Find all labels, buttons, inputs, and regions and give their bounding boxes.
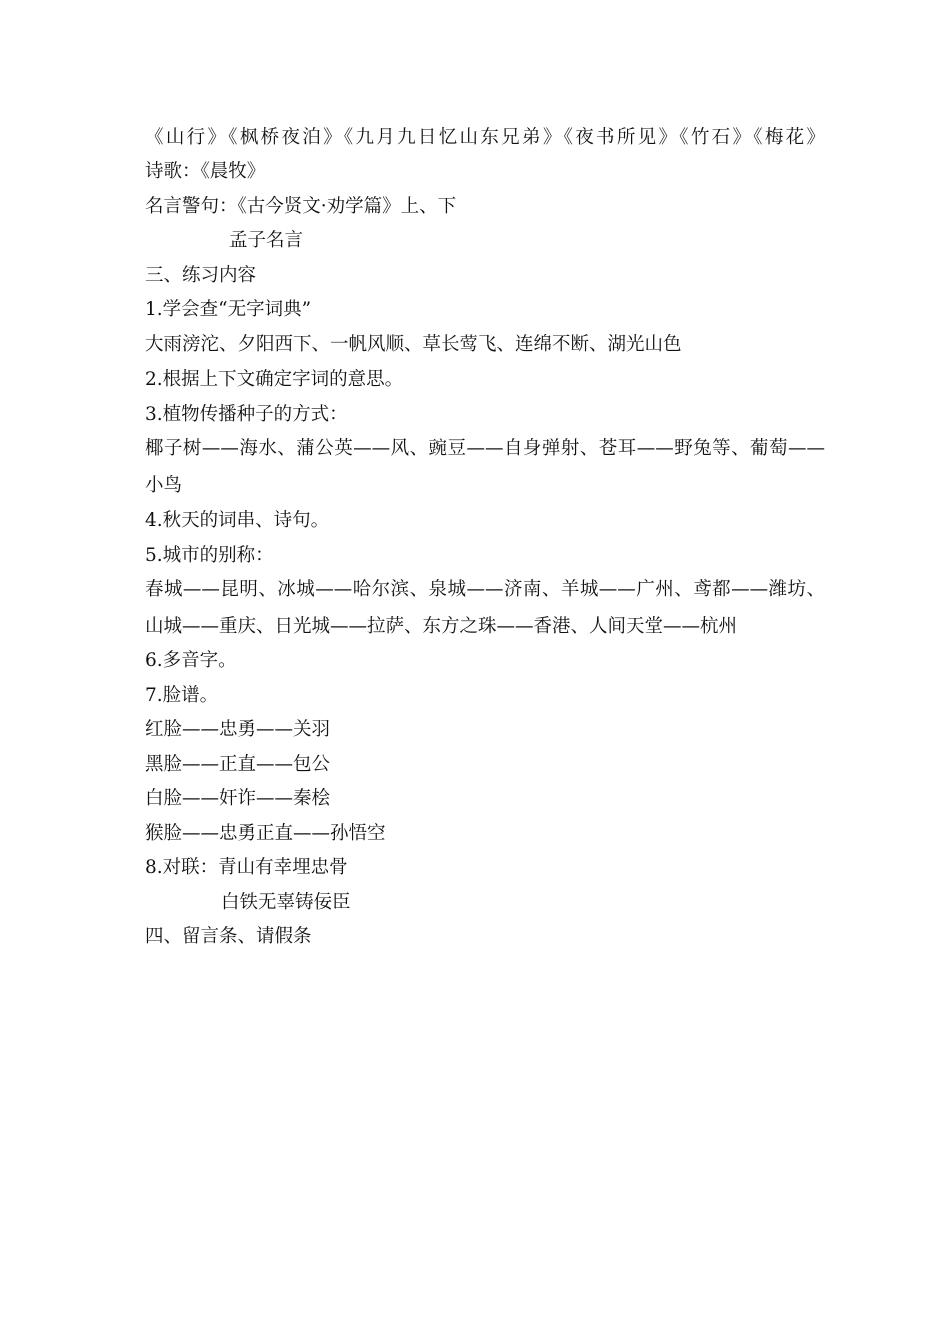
couplet-line-1: 8.对联：青山有幸埋忠骨 [145, 857, 348, 878]
section-heading-notes: 四、留言条、请假条 [145, 926, 312, 947]
item-7-heading: 7.脸谱。 [145, 685, 219, 706]
mencius-quotes-line: 孟子名言 [229, 230, 304, 251]
city-nicknames-line-1: 春城——昆明、冰城——哈尔滨、泉城——济南、羊城——广州、鸢都——潍坊、 [145, 579, 825, 600]
facial-mask-black: 黑脸——正直——包公 [145, 754, 331, 775]
idioms-line: 大雨滂沱、夕阳西下、一帆风顺、草长莺飞、连绵不断、湖光山色 [145, 334, 682, 355]
facial-mask-red: 红脸——忠勇——关羽 [145, 719, 331, 740]
item-2-heading: 2.根据上下文确定字词的意思。 [145, 369, 404, 390]
couplet-line-2: 白铁无辜铸佞臣 [221, 892, 351, 913]
section-heading-practice: 三、练习内容 [145, 265, 257, 286]
item-4-heading: 4.秋天的词串、诗句。 [145, 510, 330, 531]
item-5-heading: 5.城市的别称： [145, 545, 274, 566]
poem-list-line: 《山行》《枫桥夜泊》《九月九日忆山东兄弟》《夜书所见》《竹石》《梅花》 [145, 127, 825, 148]
seed-dispersal-line-cont: 小鸟 [145, 475, 183, 496]
item-1-heading: 1.学会查“无字词典” [145, 299, 312, 320]
seed-dispersal-line: 椰子树——海水、蒲公英——风、豌豆——自身弹射、苍耳——野兔等、葡萄—— [145, 438, 825, 459]
quotes-line: 名言警句：《古今贤文·劝学篇》上、下 [145, 196, 457, 217]
facial-mask-white: 白脸——奸诈——秦桧 [145, 788, 331, 809]
poetry-line: 诗歌：《晨牧》 [145, 161, 266, 182]
city-nicknames-line-2: 山城——重庆、日光城——拉萨、东方之珠——香港、人间天堂——杭州 [145, 616, 738, 637]
item-3-heading: 3.植物传播种子的方式： [145, 404, 348, 425]
facial-mask-monkey: 猴脸——忠勇正直——孙悟空 [145, 823, 386, 844]
item-6-heading: 6.多音字。 [145, 650, 237, 671]
